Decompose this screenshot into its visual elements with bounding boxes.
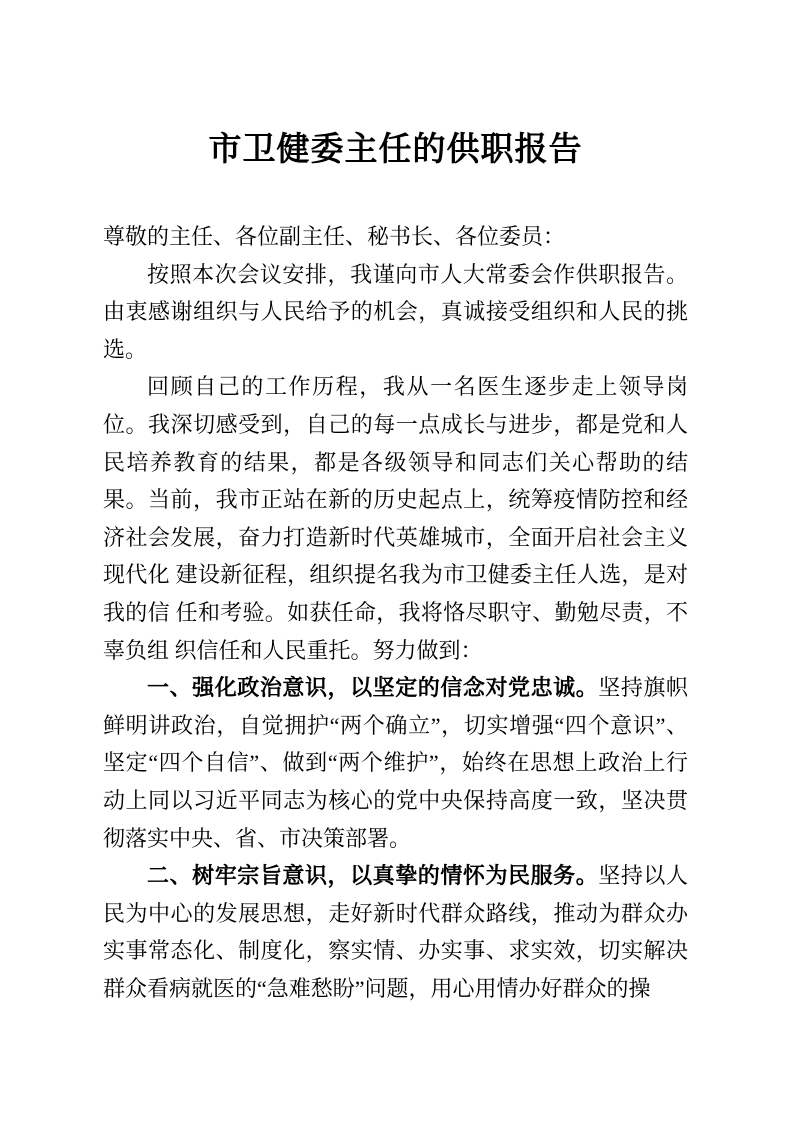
salutation-paragraph <box>103 218 688 256</box>
salutation-text: 尊敬的主任、各位副主任、秘书长、各位委员： <box>103 224 566 249</box>
review-paragraph <box>103 368 688 669</box>
document-body <box>103 218 688 1007</box>
opening-paragraph-text: 按照本次会议安排，我谨向市人大常委会作供职报告。由衷感谢组织与人民给予的机会，真诚接受组织和人民的挑选。 <box>103 261 688 362</box>
opening-paragraph <box>103 256 688 369</box>
section-1-heading: 一、强化政治意识，以坚定的信念对党忠诚。 <box>147 675 599 701</box>
section-1-text: 坚持旗帜鲜明讲政治，自觉拥护“两个确立”，切实增强“四个意识”、坚定“四个自信”、做到“两个维护”，始终在思想上政治上行动上同以习近平同志为核心的党中央保持高度一致，坚决贯彻落实中央、省、市决策部署。 <box>103 675 688 851</box>
section-2-text: 坚持以人民为中心的发展思想，走好新时代群众路线，推动为群众办实事常态化、制度化，察实情、办实事、求实效，切实解决群众看病就医的“急难愁盼”问题，用心用情办好群众的操 <box>103 863 688 1001</box>
section-1-paragraph <box>103 669 688 857</box>
section-2-heading: 二、树牢宗旨意识，以真挚的情怀为民服务。 <box>147 863 599 889</box>
document-title: 市卫健委主任的供职报告 <box>208 132 583 168</box>
review-paragraph-text: 回顾自己的工作历程，我从一名医生逐步走上领导岗位。我深切感受到，自己的每一点成长与进步，都是党和人民培养教育的结果，都是各级领导和同志们关心帮助的结果。当前，我市正站在新的历史起点上，统筹疫情防控和经济社会发展，奋力打造新时代英雄城市，全面开启社会主义现代化 建设新征程，组织提名我为市卫健委主任人选，是对我的信 任和考验。如获任命，我将恪尽职守、勤勉尽责，不辜负组 织信任和人民重托。努力做到： <box>103 374 688 663</box>
section-2-paragraph <box>103 857 688 1007</box>
